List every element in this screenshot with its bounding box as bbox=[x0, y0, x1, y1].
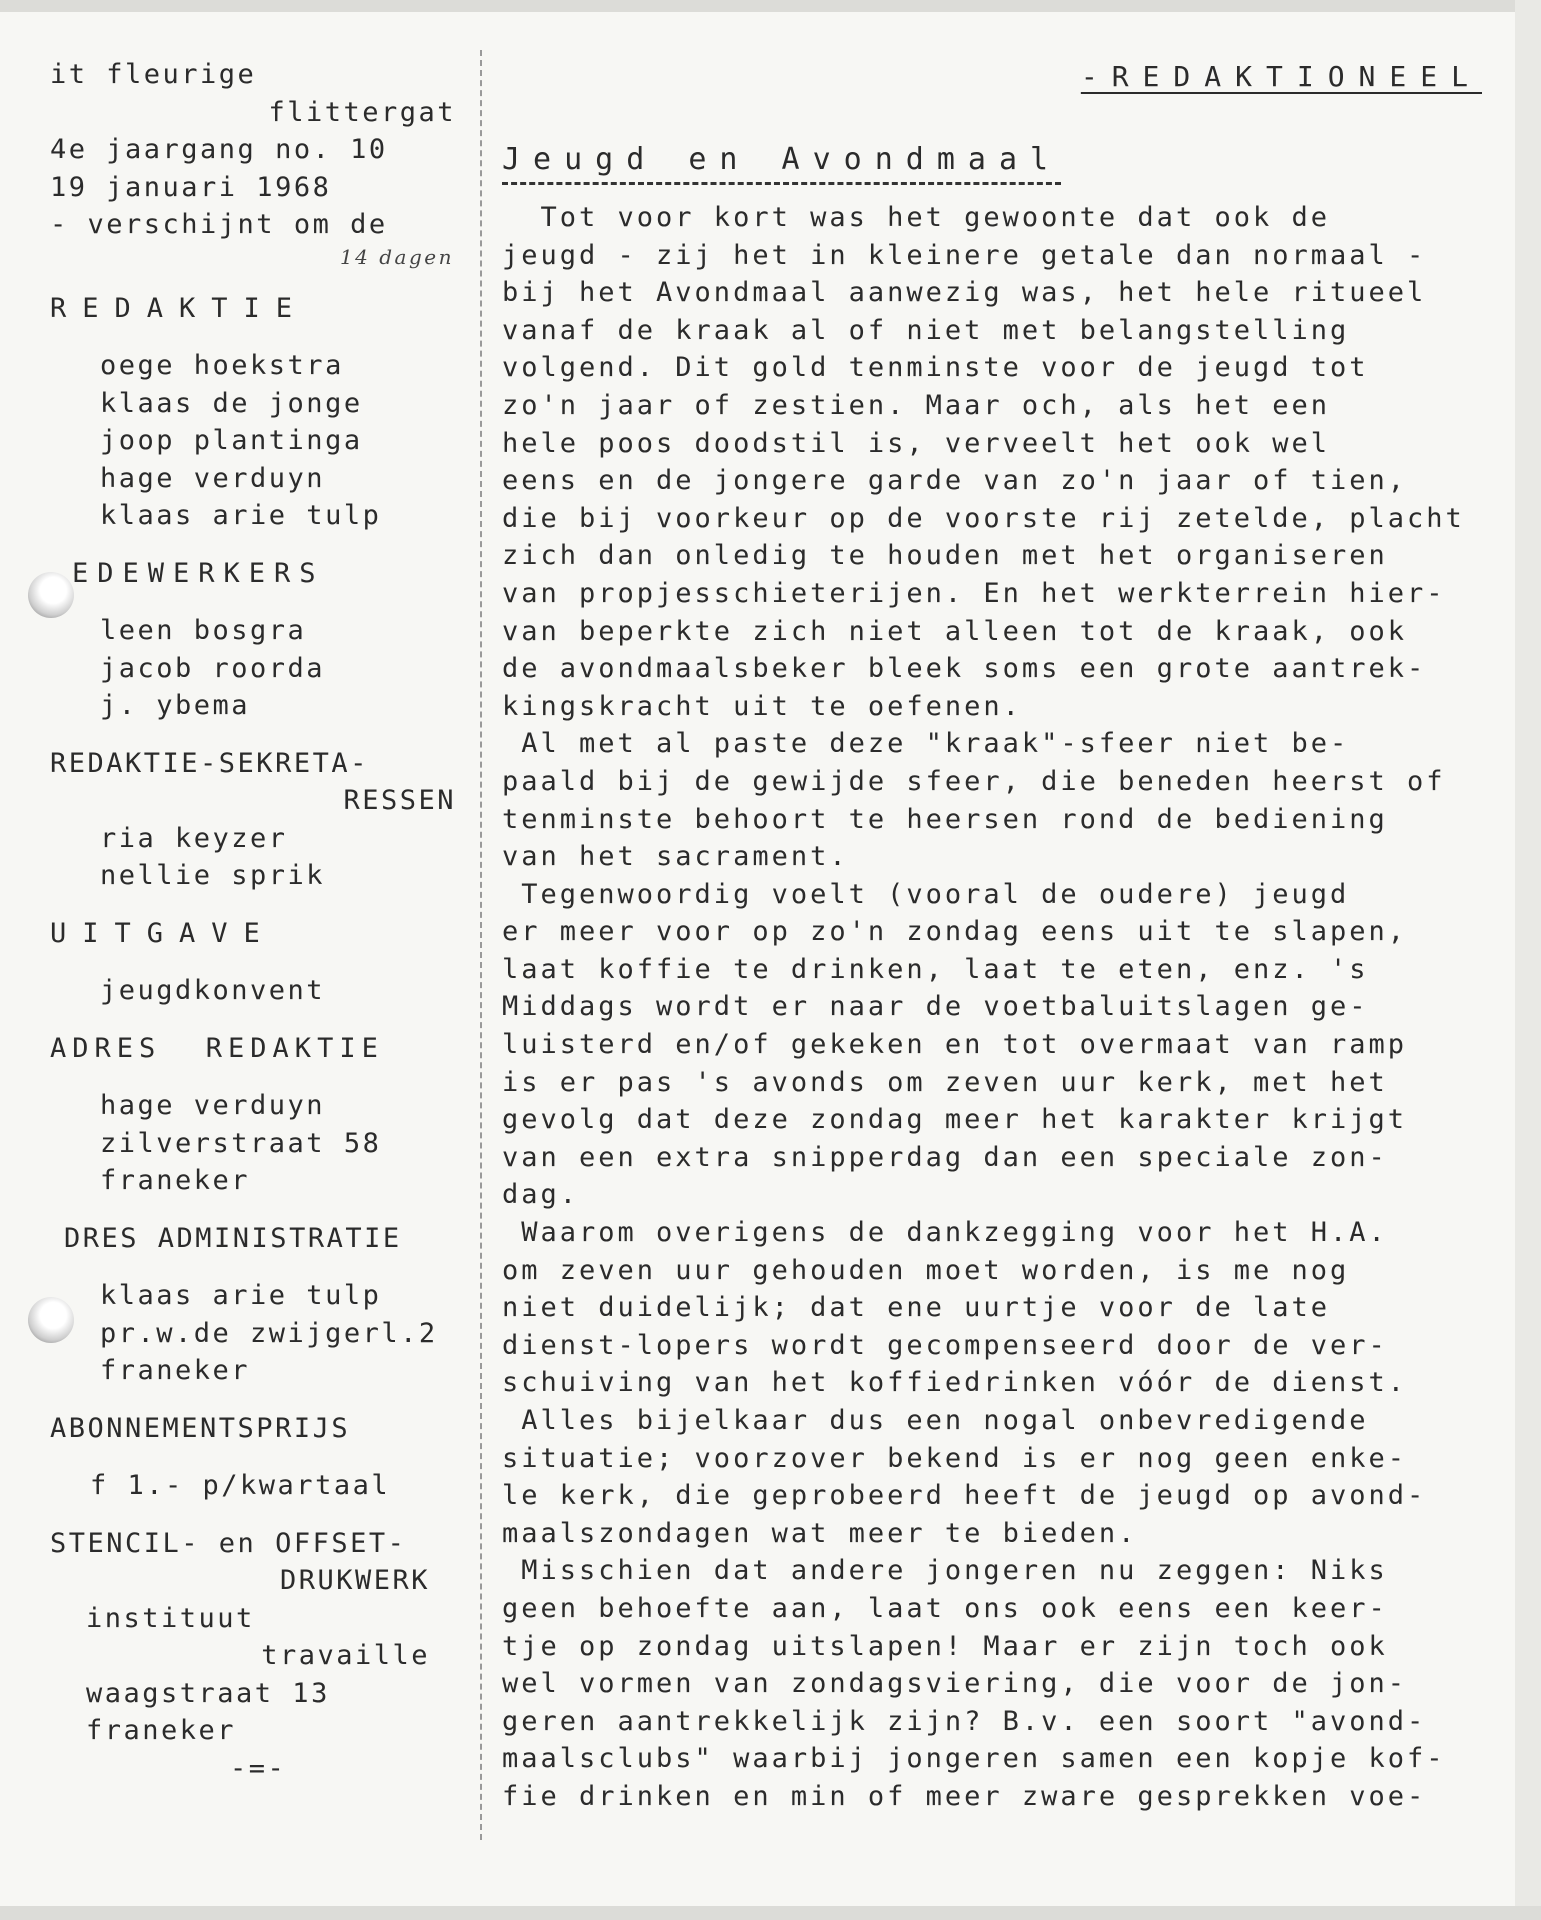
end-mark: -=- bbox=[230, 1752, 287, 1784]
article-line: Middags wordt er naar de voetbaluitslagen ge- bbox=[502, 991, 1369, 1023]
article-line: situatie; voorzover bekend is er nog geen enke- bbox=[502, 1442, 1408, 1474]
redaktie-member: hage verduyn bbox=[100, 462, 326, 494]
article-line: zo'n jaar of zestien. Maar och, als het een bbox=[502, 389, 1330, 421]
abonnement-heading: ABONNEMENTSPRIJS bbox=[50, 1412, 351, 1444]
article-line: Al met al paste deze "kraak"-sfeer niet be- bbox=[502, 728, 1350, 760]
drukwerk-heading-1: STENCIL- en OFFSET- bbox=[50, 1527, 407, 1559]
medewerker: j. ybema bbox=[100, 690, 251, 721]
masthead-frequency: - verschijnt om de bbox=[50, 209, 388, 240]
redaktie-member: klaas de jonge bbox=[100, 387, 363, 419]
redaktie-heading: REDAKTIE bbox=[50, 292, 309, 324]
medewerkers-heading: EDEWERKERS bbox=[72, 557, 325, 589]
paper-edge-right bbox=[1515, 0, 1541, 1920]
article-line: le kerk, die geprobeerd heeft de jeugd op avond- bbox=[502, 1480, 1427, 1512]
drukwerk-line: franeker bbox=[86, 1715, 237, 1746]
article-line: fie drinken en min of meer zware gesprekken voe- bbox=[502, 1780, 1427, 1812]
article-line: luisterd en/of gekeken en tot overmaat van ramp bbox=[502, 1029, 1408, 1061]
article-line: volgend. Dit gold tenminste voor de jeugd tot bbox=[502, 352, 1369, 384]
article-line: niet duidelijk; dat ene uurtje voor de late bbox=[502, 1292, 1330, 1324]
article-line: tenminste behoort te heersen rond de bediening bbox=[502, 803, 1388, 835]
masthead-title-1: it fleurige bbox=[50, 59, 257, 90]
adres-redaktie-line: zilverstraat 58 bbox=[100, 1127, 382, 1159]
article-line: bij het Avondmaal aanwezig was, het hele ritueel bbox=[502, 277, 1427, 309]
redaktie-member: klaas arie tulp bbox=[100, 500, 382, 531]
article-line: wel vormen van zondagsviering, die voor de jon- bbox=[502, 1668, 1408, 1700]
paper-edge-bottom bbox=[0, 1906, 1541, 1920]
sekretaressen-heading-2: RESSEN bbox=[343, 785, 456, 816]
abonnement-value: f 1.- p/kwartaal bbox=[90, 1470, 391, 1501]
redaktie-member: joop plantinga bbox=[100, 425, 363, 456]
article-line: van propjesschieterijen. En het werkterrein hier- bbox=[502, 577, 1446, 609]
article-line: kingskracht uit te oefenen. bbox=[502, 690, 1022, 722]
article-line: laat koffie te drinken, laat te eten, enz. 's bbox=[502, 953, 1369, 985]
article-line: Tegenwoordig voelt (vooral de oudere) jeugd bbox=[502, 878, 1350, 910]
article-line: Misschien dat andere jongeren nu zeggen: Niks bbox=[502, 1555, 1388, 1587]
redaktie-member: oege hoekstra bbox=[100, 350, 344, 381]
article-line: is er pas 's avonds om zeven uur kerk, met het bbox=[502, 1066, 1388, 1098]
column-divider bbox=[480, 50, 482, 1840]
article-line: schuiving van het koffiedrinken vóór de dienst. bbox=[502, 1367, 1408, 1399]
article-line: van beperkte zich niet alleen tot de kraak, ook bbox=[502, 615, 1408, 647]
article-line: om zeven uur gehouden moet worden, is me nog bbox=[502, 1254, 1350, 1286]
article-title: Jeugd en Avondmaal bbox=[502, 140, 1061, 185]
drukwerk-heading-2: DRUKWERK bbox=[279, 1565, 430, 1596]
masthead-volume: 4e jaargang no. 10 bbox=[50, 134, 388, 165]
uitgave-heading: UITGAVE bbox=[50, 917, 276, 949]
article-line: maalsclubs" waarbij jongeren samen een kopje kof- bbox=[502, 1743, 1446, 1775]
sekretaresse: ria keyzer bbox=[100, 822, 288, 854]
adres-admin-line: franeker bbox=[100, 1355, 251, 1386]
medewerker: jacob roorda bbox=[100, 652, 326, 684]
article-line: Waarom overigens de dankzegging voor het H.A. bbox=[502, 1217, 1388, 1249]
article-line: van het sacrament. bbox=[502, 841, 849, 873]
article-line: tje op zondag uitslapen! Maar er zijn toch ook bbox=[502, 1630, 1388, 1662]
article-line: de avondmaalsbeker bleek soms een grote aantrek- bbox=[502, 653, 1427, 685]
adres-admin-heading: DRES ADMINISTRATIE bbox=[64, 1222, 402, 1254]
article-line: eens en de jongere garde van zo'n jaar of tien, bbox=[502, 465, 1408, 497]
section-label: -REDAKTIONEEL bbox=[1080, 60, 1482, 93]
article-line: die bij voorkeur op de voorste rij zetelde, placht bbox=[502, 502, 1465, 534]
article-body bbox=[502, 199, 1492, 1816]
article-line: hele poos doodstil is, verveelt het ook wel bbox=[502, 427, 1330, 459]
article-line: Tot voor kort was het gewoonte dat ook de bbox=[502, 202, 1330, 233]
adres-admin-line: klaas arie tulp bbox=[100, 1280, 382, 1311]
article-column bbox=[502, 56, 1492, 1816]
article-line: dag. bbox=[502, 1179, 580, 1211]
masthead-title-2: flittergat bbox=[268, 96, 456, 128]
article-line: zich dan onledig te houden met het organiseren bbox=[502, 540, 1388, 572]
medewerker: leen bosgra bbox=[100, 615, 307, 646]
drukwerk-line: travaille bbox=[261, 1640, 430, 1671]
article-line: geren aantrekkelijk zijn? B.v. een soort "avond- bbox=[502, 1705, 1427, 1737]
article-line: van een extra snipperdag dan een speciale zon- bbox=[502, 1141, 1388, 1173]
article-line: maalszondagen wat meer te bieden. bbox=[502, 1517, 1138, 1549]
frequency-handwritten: 14 dagen bbox=[339, 244, 454, 269]
article-line: er meer voor op zo'n zondag eens uit te slapen, bbox=[502, 916, 1408, 948]
adres-redaktie-heading: ADRES REDAKTIE bbox=[50, 1032, 384, 1064]
sekretaressen-heading-1: REDAKTIE-SEKRETA- bbox=[50, 747, 369, 779]
adres-redaktie-line: hage verduyn bbox=[100, 1090, 326, 1121]
article-line: vanaf de kraak al of niet met belangstelling bbox=[502, 314, 1350, 346]
sekretaresse: nellie sprik bbox=[100, 860, 326, 891]
adres-admin-line: pr.w.de zwijgerl.2 bbox=[100, 1317, 438, 1349]
article-line: gevolg dat deze zondag meer het karakter krijgt bbox=[502, 1104, 1408, 1136]
paper-edge-top bbox=[0, 0, 1541, 12]
drukwerk-line: instituut bbox=[86, 1602, 255, 1634]
article-line: geen behoefte aan, laat ons ook eens een keer- bbox=[502, 1592, 1388, 1624]
adres-redaktie-line: franeker bbox=[100, 1165, 251, 1196]
masthead-date: 19 januari 1968 bbox=[50, 171, 332, 203]
colophon-column bbox=[50, 56, 460, 1787]
uitgave-value: jeugdkonvent bbox=[100, 975, 326, 1006]
drukwerk-line: waagstraat 13 bbox=[86, 1677, 330, 1709]
article-line: Alles bijelkaar dus een nogal onbevredigende bbox=[502, 1405, 1369, 1436]
article-line: paald bij de gewijde sfeer, die beneden heerst of bbox=[502, 765, 1446, 797]
article-line: dienst-lopers wordt gecompenseerd door de ver- bbox=[502, 1329, 1388, 1361]
article-line: jeugd - zij het in kleinere getale dan normaal - bbox=[502, 239, 1427, 271]
